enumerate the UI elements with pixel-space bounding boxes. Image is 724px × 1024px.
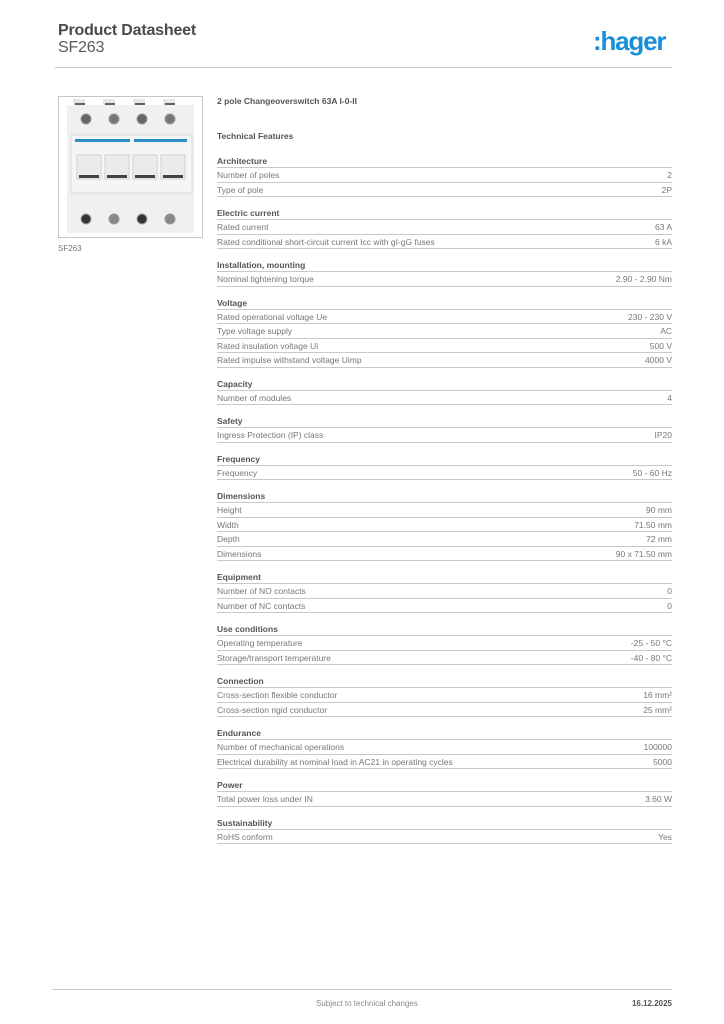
spec-value: IP20 [654, 430, 672, 440]
section-title: Safety [217, 415, 672, 428]
spec-row [217, 636, 672, 651]
spec-section [217, 259, 672, 287]
spec-section [217, 623, 672, 665]
spec-label: Number of modules [217, 392, 292, 403]
spec-label: Electrical durability at nominal load in AC21 in operating cycles [217, 756, 453, 767]
spec-value: 2P [661, 184, 672, 195]
spec-row [217, 740, 672, 755]
spec-label: Depth [217, 534, 240, 544]
footer-divider [52, 989, 672, 990]
spec-label: Height [217, 505, 242, 515]
spec-value: 25 mm² [643, 704, 672, 715]
spec-label: Dimensions [217, 548, 262, 559]
spec-row [217, 353, 672, 368]
spec-value: 100000 [643, 742, 672, 752]
spec-label: Number of NO contacts [217, 586, 306, 596]
spec-row [217, 703, 672, 718]
spec-row [217, 310, 672, 325]
spec-label: Number of poles [217, 170, 280, 180]
spec-label: Cross-section rigid conductor [217, 704, 328, 715]
section-title: Connection [217, 675, 672, 688]
spec-section [217, 453, 672, 481]
spec-value: Yes [658, 831, 672, 842]
spec-label: Rated conditional short-circuit current Icc with gI-gG fuses [217, 236, 435, 247]
spec-label: Rated impulse withstand voltage Uimp [217, 355, 362, 365]
spec-value: 16 mm² [643, 690, 672, 700]
page-title: Product Datasheet [58, 22, 196, 39]
spec-value: 71.50 mm [634, 519, 672, 530]
spec-label: Cross-section flexible conductor [217, 690, 338, 700]
spec-value: 0 [667, 600, 672, 611]
spec-label: Type of pole [217, 184, 264, 195]
section-title: Capacity [217, 378, 672, 391]
spec-row [217, 518, 672, 533]
image-caption: SF263 [58, 244, 82, 253]
footer-date: 16.12.2025 [631, 999, 672, 1008]
section-title: Architecture [217, 155, 672, 168]
spec-value: 0 [667, 586, 672, 596]
spec-label: Rated operational voltage Ue [217, 311, 328, 322]
spec-section [217, 297, 672, 368]
spec-row [217, 792, 672, 807]
spec-label: Frequency [217, 467, 258, 478]
section-title: Frequency [217, 453, 672, 466]
spec-row [217, 651, 672, 666]
spec-row [217, 339, 672, 354]
spec-row [217, 688, 672, 703]
spec-section [217, 378, 672, 406]
spec-section [217, 571, 672, 613]
spec-section [217, 727, 672, 769]
spec-section [217, 817, 672, 845]
spec-label: Operating temperature [217, 638, 303, 648]
section-title: Sustainability [217, 817, 672, 830]
spec-row [217, 391, 672, 406]
spec-value: 63 A [654, 222, 672, 232]
spec-value: 4 [667, 392, 672, 403]
changeover-switch-illustration [59, 97, 202, 237]
spec-value: 90 x 71.50 mm [615, 548, 672, 559]
section-title: Dimensions [217, 490, 672, 503]
hager-logo: :hager [593, 26, 666, 56]
spec-value: 90 mm [646, 505, 672, 515]
spec-value: -40 - 80 °C [630, 652, 672, 663]
spec-label: Total power loss under IN [217, 794, 313, 804]
spec-label: Width [217, 519, 239, 530]
spec-row [217, 755, 672, 770]
section-title: Equipment [217, 571, 672, 584]
technical-features-title: Technical Features [217, 131, 294, 141]
product-image [58, 96, 203, 238]
section-title: Use conditions [217, 623, 672, 636]
spec-sections [217, 155, 672, 844]
spec-row [217, 272, 672, 287]
product-code: SF263 [58, 39, 105, 56]
spec-value: -25 - 50 °C [630, 638, 672, 648]
spec-value: 2.90 - 2.90 Nm [615, 274, 672, 284]
section-title: Installation, mounting [217, 259, 672, 272]
spec-row [217, 547, 672, 562]
spec-value: 72 mm [646, 534, 672, 544]
spec-value: 50 - 60 Hz [632, 467, 672, 478]
section-title: Power [217, 779, 672, 792]
spec-row [217, 466, 672, 481]
spec-row [217, 830, 672, 845]
section-title: Voltage [217, 297, 672, 310]
spec-value: 5000 [653, 756, 672, 767]
spec-section [217, 675, 672, 717]
datasheet-content [217, 96, 672, 844]
spec-section [217, 779, 672, 807]
product-description: 2 pole Changeoverswitch 63A I-0-II [217, 96, 357, 106]
spec-row [217, 220, 672, 235]
spec-value: 230 - 230 V [628, 311, 672, 322]
spec-value: 6 kA [654, 236, 672, 247]
spec-row [217, 532, 672, 547]
spec-value: 500 V [649, 340, 672, 351]
header-divider [55, 67, 672, 68]
spec-row [217, 183, 672, 198]
spec-label: Number of NC contacts [217, 600, 306, 611]
spec-row [217, 599, 672, 614]
spec-section [217, 415, 672, 443]
footer-note: Subject to technical changes [316, 999, 418, 1008]
spec-row [217, 324, 672, 339]
section-title: Endurance [217, 727, 672, 740]
spec-value: 3.60 W [645, 794, 672, 804]
spec-value: 2 [667, 170, 672, 180]
spec-label: Storage/transport temperature [217, 652, 331, 663]
spec-section [217, 490, 672, 561]
spec-label: Type voltage supply [217, 326, 293, 336]
spec-row [217, 503, 672, 518]
spec-section [217, 207, 672, 249]
spec-row [217, 584, 672, 599]
spec-label: Number of mechanical operations [217, 742, 345, 752]
spec-label: Rated insulation voltage Ui [217, 340, 319, 351]
spec-row [217, 168, 672, 183]
spec-row [217, 235, 672, 250]
spec-label: RoHS conform [217, 831, 273, 842]
spec-value: AC [660, 326, 672, 336]
spec-value: 4000 V [645, 355, 672, 365]
spec-label: Ingress Protection (IP) class [217, 430, 324, 440]
spec-label: Rated current [217, 222, 269, 232]
spec-label: Nominal tightening torque [217, 274, 314, 284]
spec-row [217, 428, 672, 443]
spec-section [217, 155, 672, 197]
section-title: Electric current [217, 207, 672, 220]
